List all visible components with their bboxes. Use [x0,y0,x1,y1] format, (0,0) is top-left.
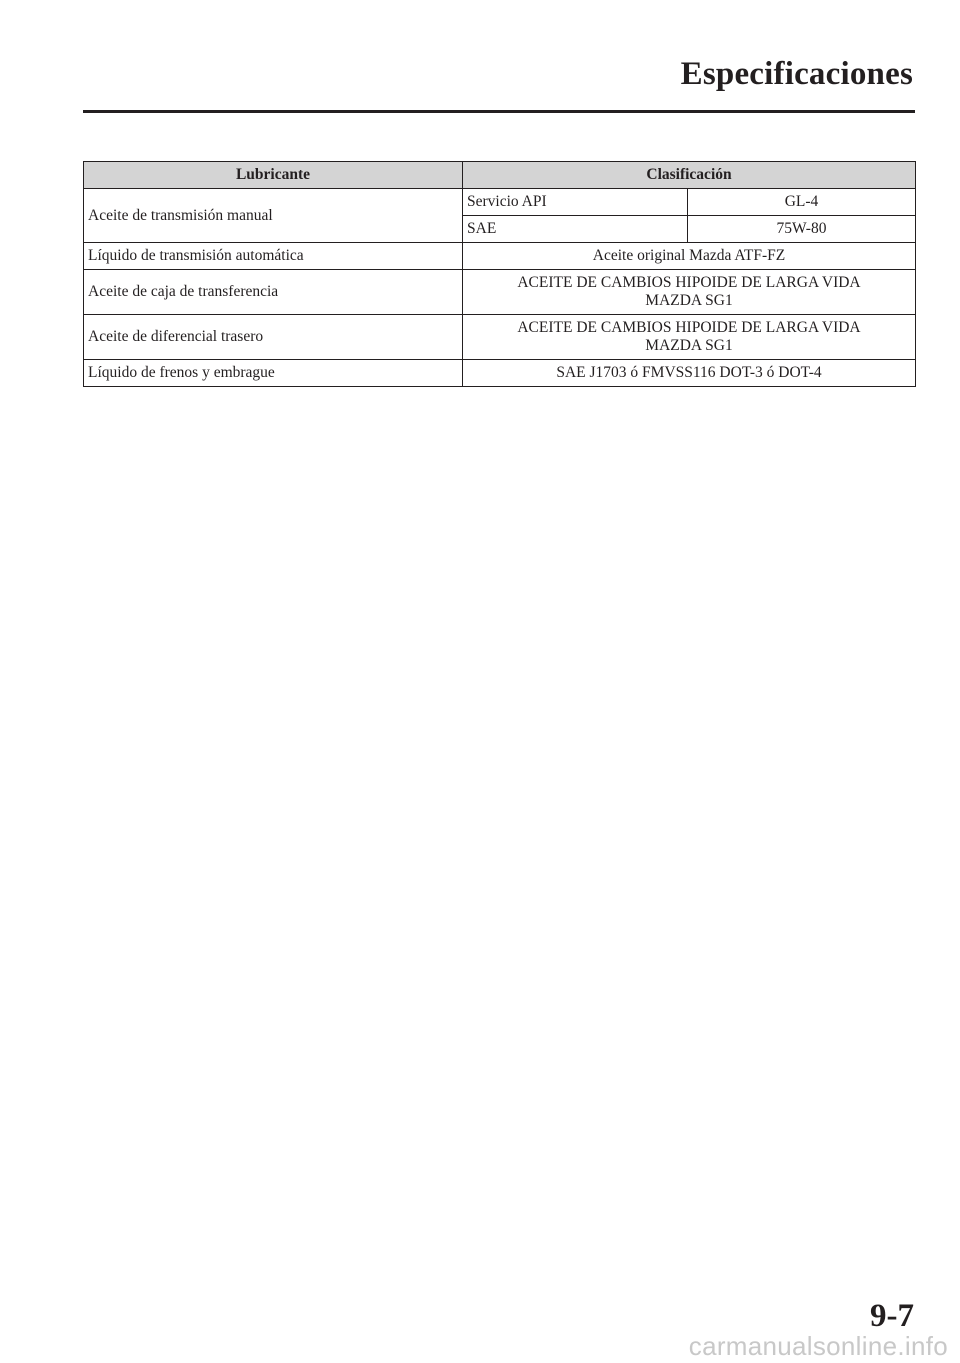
column-header-clasificacion: Clasificación [463,162,916,189]
page-title: Especificaciones [680,56,913,92]
classification-cell: SAE J1703 ó FMVSS116 DOT-3 ó DOT-4 [463,360,916,387]
lubricant-cell: Líquido de frenos y embrague [84,360,463,387]
sub-label-cell: Servicio API [463,189,688,216]
sub-value-cell: GL-4 [688,189,916,216]
classification-line-1: ACEITE DE CAMBIOS HIPOIDE DE LARGA VIDA [517,319,861,336]
table-header-row [84,162,916,189]
column-header-lubricante: Lubricante [84,162,463,189]
classification-cell [463,315,916,360]
page-number: 9-7 [870,1298,914,1334]
classification-cell: Aceite original Mazda ATF-FZ [463,243,916,270]
table-row [84,270,916,315]
lubricant-spec-table [83,161,916,387]
watermark-text: carmanualsonline.info [688,1331,948,1361]
classification-line-1: ACEITE DE CAMBIOS HIPOIDE DE LARGA VIDA [517,274,861,291]
classification-line-2: MAZDA SG1 [645,337,733,354]
table-row [84,315,916,360]
classification-cell [463,270,916,315]
lubricant-cell: Aceite de caja de transferencia [84,270,463,315]
classification-line-2: MAZDA SG1 [645,292,733,309]
table-row [84,189,916,216]
sub-value-cell: 75W-80 [688,216,916,243]
lubricant-cell: Aceite de diferencial trasero [84,315,463,360]
title-rule [83,110,915,113]
table-row [84,243,916,270]
lubricant-cell: Líquido de transmisión automática [84,243,463,270]
table-row [84,360,916,387]
sub-label-cell: SAE [463,216,688,243]
lubricant-cell: Aceite de transmisión manual [84,189,463,243]
